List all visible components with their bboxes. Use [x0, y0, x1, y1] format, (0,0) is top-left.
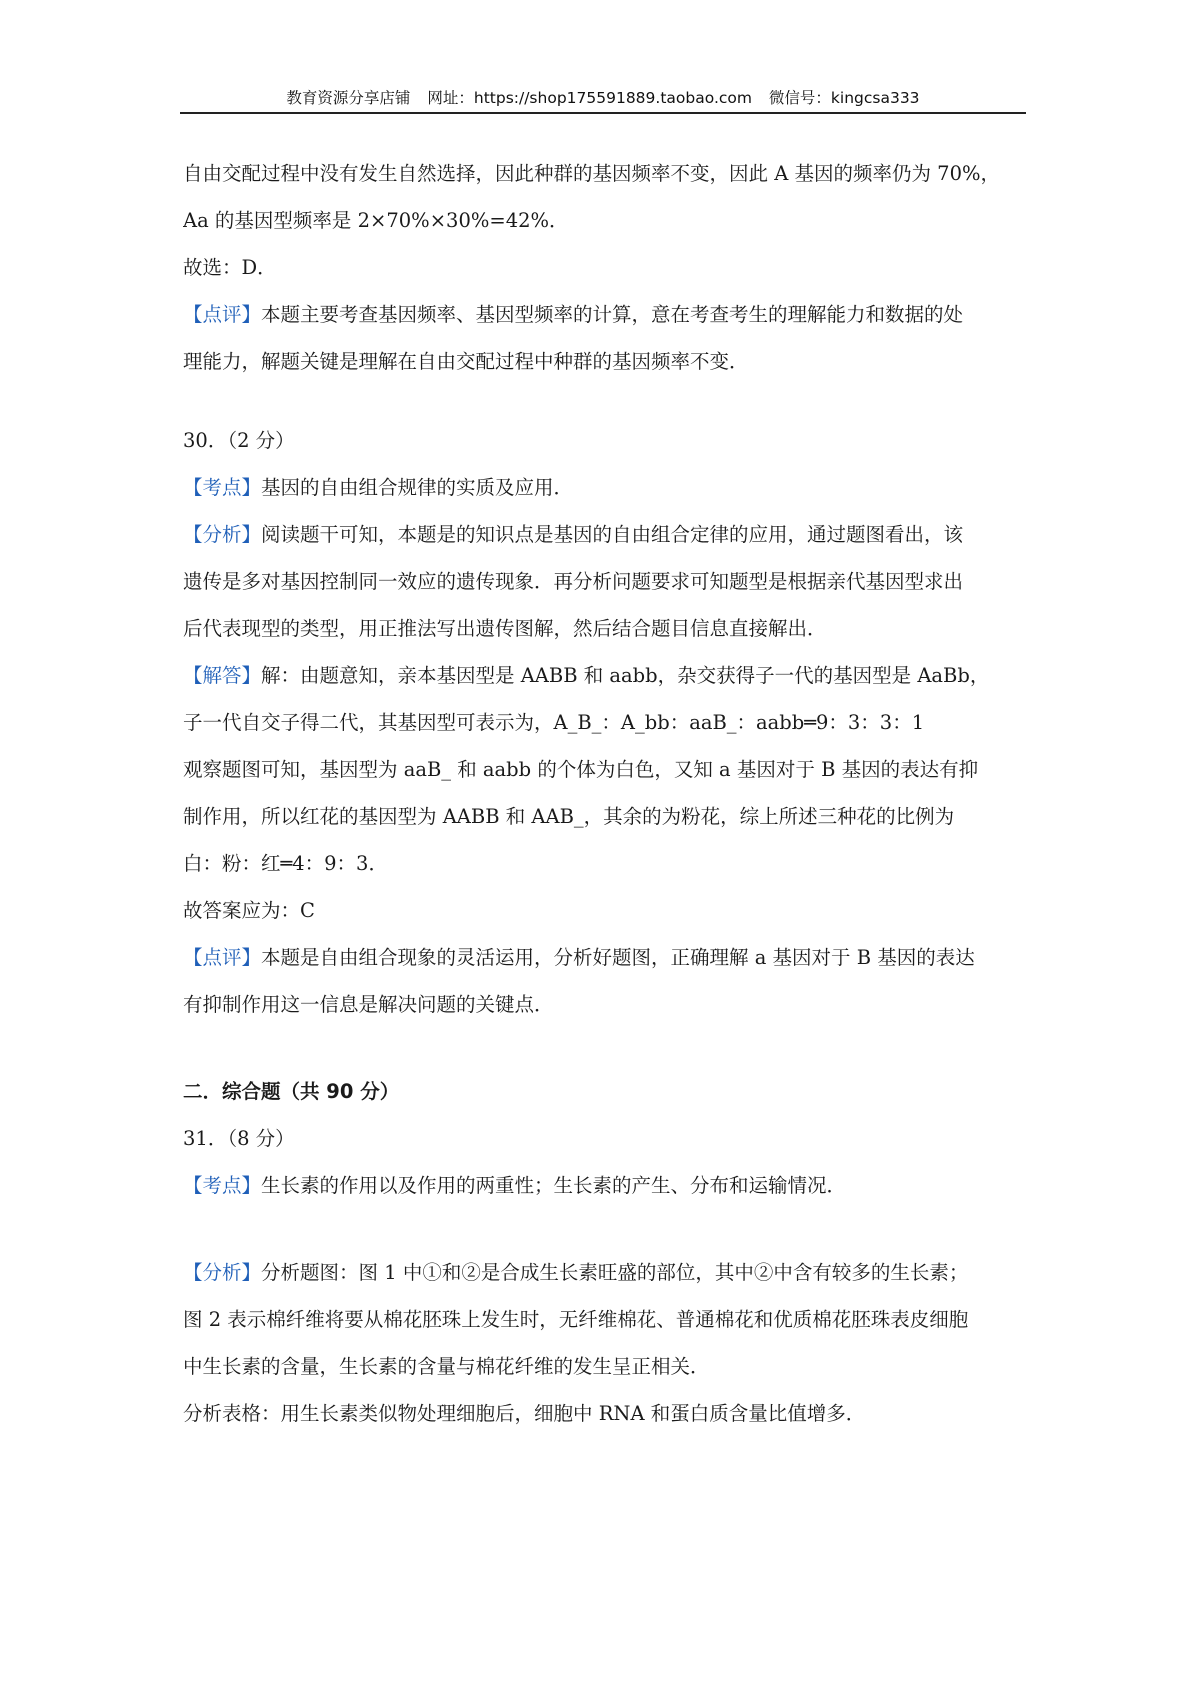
q29-answer: 故选：D．: [183, 256, 277, 279]
review-tag: 【点评】: [183, 946, 262, 969]
q30-fenxi-line1: [183, 511, 1033, 558]
section-title: 二．综合题（共 90 分）: [183, 1080, 400, 1103]
q30-jieda-line2: 子一代自交子得二代，其基因型可表示为，A_B_：A_bb：aaB_：aabb═9：3：3：1: [183, 711, 925, 734]
q30-review-line2: 有抑制作用这一信息是解决问题的关键点．: [183, 993, 554, 1016]
fenxi-tag: 【分析】: [183, 1261, 262, 1284]
q31-fenxi-text: 分析题图：图 1 中①和②是合成生长素旺盛的部位，其中②中含有较多的生长素；: [261, 1261, 969, 1284]
q30-review-line1: [183, 934, 1033, 981]
q30-jieda-line3: 观察题图可知，基因型为 aaB_ 和 aabb 的个体为白色，又知 a 基因对于 B 基因的表达有抑: [183, 758, 979, 781]
q31-fenxi-line1: [183, 1249, 1033, 1296]
q30-answer: 故答案应为：C: [183, 899, 315, 922]
fenxi-tag: 【分析】: [183, 523, 262, 546]
q29-review-line2: 理能力，解题关键是理解在自由交配过程中种群的基因频率不变．: [183, 350, 749, 373]
q30-jieda-line5: 白：粉：红═4：9：3．: [183, 852, 388, 875]
q30-kaodian-text: 基因的自由组合规律的实质及应用．: [261, 476, 574, 499]
header-wechat: 微信号：kingcsa333: [768, 89, 920, 107]
q30-jieda-text: 解：由题意知，亲本基因型是 AABB 和 aabb，杂交获得子一代的基因型是 AaBb，: [261, 664, 990, 687]
q31-kaodian-text: 生长素的作用以及作用的两重性；生长素的产生、分布和运输情况．: [261, 1174, 847, 1197]
page-header: [180, 84, 1026, 114]
q30-review-text: 本题是自由组合现象的灵活运用，分析好题图，正确理解 a 基因对于 B 基因的表达: [261, 946, 975, 969]
q30-number: 30．（2 分）: [183, 429, 295, 452]
header-url: 网址：https://shop175591889.taobao.com: [427, 89, 752, 107]
q31-number: 31．（8 分）: [183, 1127, 295, 1150]
q29-line2: Aa 的基因型频率是 2×70%×30%=42%．: [183, 209, 569, 232]
q29-line1: 自由交配过程中没有发生自然选择，因此种群的基因频率不变，因此 A 基因的频率仍为 70%，: [183, 162, 1001, 185]
q31-kaodian: [183, 1162, 1033, 1209]
q29-review-line1: [183, 291, 1033, 338]
document-body: [183, 150, 1033, 1437]
header-shop: 教育资源分享店铺: [286, 89, 411, 107]
q30-kaodian: [183, 464, 1033, 511]
q31-fenxi-line2: 图 2 表示棉纤维将要从棉花胚珠上发生时，无纤维棉花、普通棉花和优质棉花胚珠表皮细胞: [183, 1308, 969, 1331]
jieda-tag: 【解答】: [183, 664, 262, 687]
q30-fenxi-line3: 后代表现型的类型，用正推法写出遗传图解，然后结合题目信息直接解出．: [183, 617, 827, 640]
q30-jieda-line1: [183, 652, 1033, 699]
q30-fenxi-line2: 遗传是多对基因控制同一效应的遗传现象．再分析问题要求可知题型是根据亲代基因型求出: [183, 570, 964, 593]
q30-jieda-line4: 制作用，所以红花的基因型为 AABB 和 AAB_，其余的为粉花，综上所述三种花的比例为: [183, 805, 955, 828]
q29-review-text: 本题主要考查基因频率、基因型频率的计算，意在考查考生的理解能力和数据的处: [261, 303, 964, 326]
review-tag: 【点评】: [183, 303, 262, 326]
q31-table-analysis: 分析表格：用生长素类似物处理细胞后，细胞中 RNA 和蛋白质含量比值增多．: [183, 1402, 866, 1425]
q31-fenxi-line3: 中生长素的含量，生长素的含量与棉花纤维的发生呈正相关．: [183, 1355, 710, 1378]
q30-fenxi-text: 阅读题干可知，本题是的知识点是基因的自由组合定律的应用，通过题图看出，该: [261, 523, 964, 546]
kaodian-tag: 【考点】: [183, 1174, 262, 1197]
kaodian-tag: 【考点】: [183, 476, 262, 499]
